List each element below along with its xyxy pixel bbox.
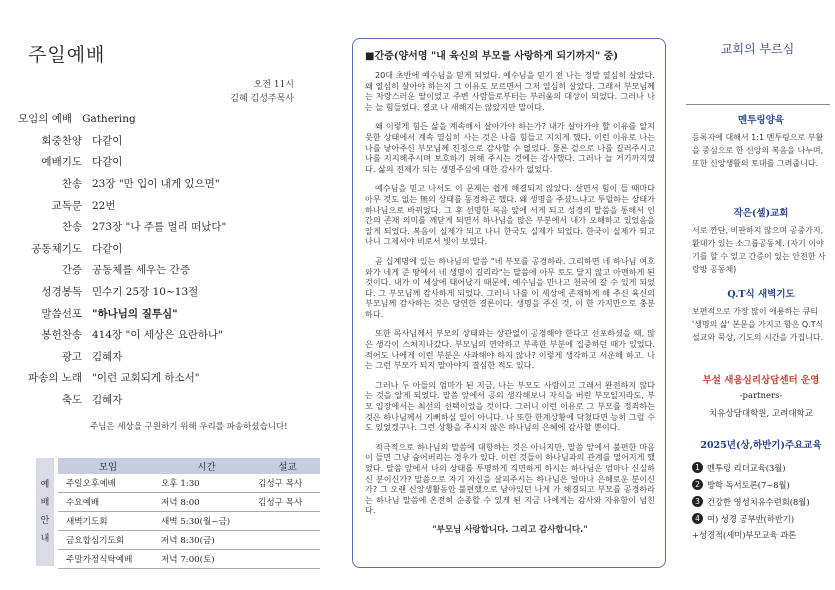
order-label: 회중찬양 <box>41 134 82 147</box>
testimony-paragraph: 곧 십계명에 있는 하나님의 말씀 "네 부모를 공경하라. 그리하면 네 하나님 여호와가 네게 준 땅에서 네 생명이 길리라"는 말씀에 아무 토도 달지 않고 아멘하게 된 것이다. 내가 이 세상에 태어났기 때문에, 예수님을 만나고 천국에 갈 수 있게 되었다. 그 부모님께 감사하게 되었다. 그러니 나를 이 세상에 존재하게 해 주신 육신의 부모님께 감사하는 것은 당연한 결론이다. 생명을 주신 것, 이 한 가지만으로 충분하다. <box>365 255 655 319</box>
testimony-paragraph: 왜 이렇게 힘든 삶을 계속해서 살아가야 하는가? 내가 살아가야 할 이유를 알지 못한 상태에서 계속 열심히 사는 것은 나를 힘들고 지치게 했다. 이런 이유로 나는 나를 낳아주신 부모님께 진정으로 감사할 수 없었다. 물론 겉으로 나를 길러주시고 나를 지지해주시며 보호하기 위해 주시는 것에는 감사했다. 그러나 늘 거기까지였다. 삶의 전제가 되는 생명주심에 대한 감사가 없었다. <box>365 121 655 174</box>
testimony-closing: "부모님 사랑합니다. 그리고 감사합니다." <box>432 524 588 535</box>
order-row <box>18 389 298 411</box>
section-cell-church <box>692 205 830 276</box>
list-item <box>692 476 830 493</box>
testimony-paragraph: 그러나 두 아들의 엄마가 된 지금, 나는 부모도 사람이고 그래서 완전하지 않다는 것을 알게 되었다. 말씀 앞에서 공의 생각해보니 자식을 버린 부모일지라도, 부모 입장에서는 최선의 선택이었을 것이다. 그러니 이런 이유로 그 부모를 정죄하는 것은 하나님께서 기뻐하실 일이 아니다. 나 또한 한계상황에 닥쳤다면 능히 그럴 수도 있었겠구나. 그런 상황을 주시지 않은 하나님의 은혜에 감사할 뿐이다. <box>365 379 655 433</box>
order-value: 공동체를 세우는 간증 <box>92 264 190 277</box>
section-heading: 부설 새움심리상담센터 운영 <box>702 375 820 386</box>
table-cell: 저녁 8:30(금) <box>158 531 255 550</box>
order-value: 김혜자 <box>92 394 123 407</box>
testimony-paragraph: 적극적으로 하나님의 말씀에 대항하는 것은 아니지만, 말씀 앞에서 불편한 마음이 들면 그냥 숨어버리는 경우가 있다. 이런 것들이 하나님과의 관계를 멀어지게 했었다. 말씀 앞에서 나의 상태를 투명하게 직면하게 하시는 하나님은 엄마나 신실하신 분이신가? 말씀으로 자기 자신을 살피주시는 하나님은 얼마나 은혜로운 분이신가? 그 오랜 신앙생활동안 불편했으로 남아있던 나게 가 해결되고 부모를 공경하라는 하나님 말씀에 온전히 순종할 수 있게 된 지금 나에게는 감사와 자유함이 넘친다. <box>365 441 655 516</box>
order-row <box>18 194 298 216</box>
order-value: 414장 "이 세상은 요란하나" <box>92 329 224 342</box>
side-char: 안 <box>40 516 50 526</box>
list-item-text: 건강한 영성치유수련회(8월) <box>707 496 810 507</box>
order-value: 273장 "나 주를 멀리 떠났다" <box>92 221 227 234</box>
order-label: 교독문 <box>51 199 82 212</box>
number-badge: 2 <box>692 479 703 490</box>
schedule-side-label <box>36 458 54 566</box>
order-row <box>18 367 298 389</box>
order-label: 모임의 예배 <box>18 113 73 126</box>
order-label: 축도 <box>61 394 82 407</box>
side-char: 배 <box>40 498 50 508</box>
order-label: 광고 <box>61 350 82 363</box>
order-list <box>18 108 298 410</box>
section-qt-prayer <box>692 286 830 344</box>
table-cell: 김성구 목사 <box>255 493 320 512</box>
table-cell: 수요예배 <box>58 493 158 512</box>
order-label: 예배기도 <box>41 156 82 169</box>
column-header: 설교 <box>255 458 320 474</box>
table-row <box>58 531 320 550</box>
testimony-paragraph: 20대 초반에 예수님을 믿게 되었다. 예수님을 믿기 전 나는 정말 열심히 살았다. 왜 열심히 살아야 하는지 그 이유도 모르면서 그저 열심히 살았다. 그래서 부모님께는 자랑스러운 딸이었고 주변 사람들로부터는 부러움의 대상이 되었다. 그러나 나는 늘 힘들었다. 결코 나 새해지는 않았지만 말이다. <box>365 70 655 112</box>
order-row <box>18 302 298 324</box>
order-label: 말씀선포 <box>41 307 82 320</box>
divider <box>686 104 830 105</box>
order-row <box>18 216 298 238</box>
testimony-paragraph: 예수님을 믿고 나서도 이 문제는 쉽게 해결되지 않았다. 살면서 힘이 들 때마다 아무 것도 없는 無의 상태를 동경하곤 했다. 왜 생명을 주셨느냐고 투덜하는 상태가 하나님으로 바뀌었다. 그 후 선명한 복음 앞에 서게 되고 성경의 말씀을 통해서 인간의 존재 의미를 깨닫게 되면서 하나님을 많은 부분에서 내가 오해하고 있었음을 알게 되었다. 복음이 실제가 되고 나니 한국도 실제가 되었다. 한국이 실제가 되고 나니 그제서야 비로서 빛이 보였다. <box>365 183 655 247</box>
service-time: 오전 11시 <box>253 80 294 90</box>
list-item <box>692 459 830 476</box>
order-row <box>18 281 298 303</box>
order-label: 성경봉독 <box>41 286 82 299</box>
section-heading: Q.T식 새벽기도 <box>727 289 795 300</box>
order-label: 파송의 노래 <box>27 372 82 385</box>
section-heading: 작은(셀)교회 <box>733 208 789 219</box>
order-value: 23장 "만 입이 내게 있으면" <box>92 178 220 191</box>
testimony-paragraph: 또한 목사님께서 부모의 상태와는 상관없이 공경해야 한다고 선포하셨을 때, 많은 생각이 스쳐지나갔다. 부모님의 연약하고 부족한 부분에 집중하던 때가 있었다. 적어도 나에게 이런 부분은 사과해야 하지 않나? 이렇게 생각하고 서운해 하고. 나는 그런 부모가 되지 말아야지 결심한 적도 있다. <box>365 328 655 371</box>
order-value: Gathering <box>82 112 136 125</box>
table-row <box>58 512 320 531</box>
order-label: 찬송 <box>61 178 82 191</box>
sending-note: 주님은 세상을 구원하기 위해 우리를 파송하셨습니다! <box>90 422 288 432</box>
table-cell: 오후 1:30 <box>158 474 255 493</box>
partner-orgs: 치유상담대학원, 고려대학교 <box>709 409 813 419</box>
column-header: 시간 <box>158 458 255 474</box>
education-list <box>692 459 830 527</box>
order-value: 다같이 <box>92 156 123 169</box>
church-calling <box>680 0 835 590</box>
gathering-row <box>18 108 298 130</box>
education-extra: +성경적(세미)부모교육 과론 <box>692 530 797 540</box>
service-meta <box>230 78 294 106</box>
table-cell <box>255 531 320 550</box>
page-title: 주일예배 <box>28 44 106 66</box>
table-cell: 새벽기도회 <box>58 512 158 531</box>
service-preacher: 김혜 김성주목사 <box>230 94 294 104</box>
side-char: 예 <box>40 480 50 490</box>
table-row <box>58 493 320 512</box>
testimony-box <box>352 38 666 568</box>
order-label: 간증 <box>61 264 82 277</box>
section-body: 보편적으로 가장 많이 애용하는 큐티 '생명의 삶' 본문을 가지고 함은 Q.T식 설교와 묵상, 기도의 시간을 가집니다. <box>692 307 824 342</box>
testimony-heading: ■간증(양서영 "내 육신의 부모를 사랑하게 되기까지" 중) <box>365 51 619 62</box>
table-cell: 저녁 7:00(토) <box>158 550 255 569</box>
order-label: 찬송 <box>61 221 82 234</box>
table-row <box>58 474 320 493</box>
table-cell: 주일오후예배 <box>58 474 158 493</box>
order-value: 다같이 <box>92 242 123 255</box>
calling-title: 교회의 부르심 <box>720 42 795 56</box>
order-value: 김혜자 <box>92 350 123 363</box>
section-counseling-center <box>692 372 830 419</box>
table-cell: 저녁 8:00 <box>158 493 255 512</box>
table-cell <box>255 512 320 531</box>
number-badge: 1 <box>692 462 703 473</box>
order-row <box>18 259 298 281</box>
section-mentoring <box>692 112 830 170</box>
order-row <box>18 346 298 368</box>
table-header-row <box>58 458 320 474</box>
order-row <box>18 151 298 173</box>
list-item <box>692 493 830 510</box>
order-label: 봉헌찬송 <box>41 329 82 342</box>
section-heading: 2025년(상,하반기)주요교육 <box>700 440 822 451</box>
list-item-text: 방학 독서토론(7~8월) <box>707 479 790 490</box>
order-of-worship <box>0 0 303 590</box>
order-row <box>18 238 298 260</box>
table-cell: 새벽 5:30(월~금) <box>158 512 255 531</box>
section-body: 등록자에 대해서 1:1 멘투링으로 부활을 중심으로 한 신앙의 복음을 나누며, 또한 신앙생활의 토대를 그려줍니다. <box>692 133 824 168</box>
table-cell: 김성구 목사 <box>255 474 320 493</box>
order-value: "하나님의 질투심" <box>92 307 178 320</box>
table-cell: 주말가정식탁예배 <box>58 550 158 569</box>
order-value: 다같이 <box>92 134 123 147</box>
list-item-text: 여) 성경 공부반(하반기) <box>707 513 795 524</box>
number-badge: 3 <box>692 496 703 507</box>
order-value: 22번 <box>92 199 116 212</box>
table-row <box>58 550 320 569</box>
order-row <box>18 324 298 346</box>
list-item-text: 멘투링 리더교육(3월) <box>707 462 786 473</box>
order-value: 민수기 25장 10~13절 <box>92 286 199 299</box>
schedule-table <box>58 458 320 569</box>
order-value: "이런 교회되게 하소서" <box>92 372 200 385</box>
table-cell <box>255 550 320 569</box>
number-badge: 4 <box>692 513 703 524</box>
order-label: 공동체기도 <box>31 242 82 255</box>
column-header: 모임 <box>58 458 158 474</box>
list-item <box>692 510 830 527</box>
partners-label: -partners- <box>739 391 783 401</box>
order-row <box>18 173 298 195</box>
order-row <box>18 130 298 152</box>
table-cell: 금요합심기도회 <box>58 531 158 550</box>
section-heading: 멘투링양육 <box>738 115 784 126</box>
section-body: 서로 깐단, 비판하지 않으며 공중가지, 환대가 있는 소그룹공동체. (자기 이야기를 할 수 있고 간증이 있는 안전한 사랑방 공동체) <box>692 226 826 274</box>
side-char: 내 <box>40 534 50 544</box>
section-education <box>692 437 830 541</box>
